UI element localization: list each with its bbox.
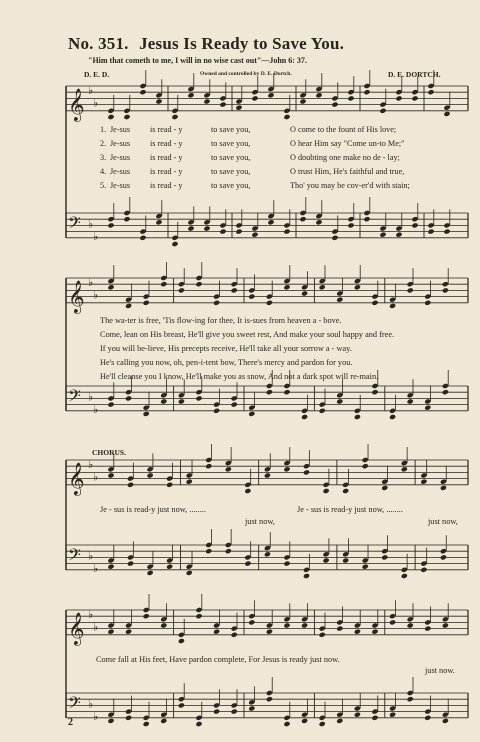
svg-text:♭: ♭: [93, 709, 99, 723]
ownership-note: Owned and controlled by D. E. Dortch.: [200, 71, 292, 77]
bass-staff-1: [66, 197, 468, 247]
treble-staff-3: [66, 444, 468, 496]
verse-p3: to save you,: [211, 167, 251, 176]
verse-p3: to save you,: [211, 153, 251, 162]
svg-text:♭: ♭: [88, 276, 94, 290]
chorus-label: CHORUS.: [92, 448, 126, 457]
svg-text:♭: ♭: [93, 229, 99, 243]
verse-p1: Je-sus: [110, 125, 131, 134]
svg-text:𝄞: 𝄞: [68, 611, 85, 645]
svg-text:♭: ♭: [88, 390, 94, 404]
verse-p2: is read - y: [150, 125, 183, 134]
second-line: The wa-ter is free, 'Tis flow-ing for thee, It is-sues from heaven a - bove.: [100, 316, 342, 325]
second-line: He'll cleanse you I know, He'll make you as snow, And not a dark spot will re-main.: [100, 372, 379, 381]
chorus-line-1a: Je - sus is read-y just now, ........: [100, 505, 206, 514]
svg-text:𝄞: 𝄞: [68, 279, 85, 313]
verse-p4: Tho' you may be cov-er'd with stain;: [290, 181, 410, 190]
bass-staff-4: [66, 677, 468, 727]
svg-text:♭: ♭: [93, 402, 99, 416]
verse-p4: O hear Him say "Come un-to Me;": [290, 139, 405, 148]
verse-p3: to save you,: [211, 181, 251, 190]
chorus-just-now-3: just now.: [425, 666, 455, 675]
bass-staff-3: [66, 529, 468, 579]
svg-text:♭: ♭: [93, 288, 99, 302]
chorus-line-2: Come fall at His feet, Have pardon complete, For Jesus is ready just now.: [96, 655, 340, 664]
chorus-line-1b: Je - sus is read-y just now, ........: [297, 505, 403, 514]
verse-p4: O trust Him, He's faithful and true,: [290, 167, 405, 176]
verse-line: [0, 125, 480, 137]
treble-staff-1: [66, 70, 468, 122]
page-number: 2: [68, 717, 73, 728]
svg-text:♭: ♭: [88, 217, 94, 231]
svg-text:♭: ♭: [88, 697, 94, 711]
verse-p1: Je-sus: [110, 167, 131, 176]
second-line: If you will be-lieve, His precepts receive, He'll take all your sorrow a - way.: [100, 344, 352, 353]
epigraph: "Him that cometh to me, I will in no wise cast out"—John 6: 37.: [88, 56, 307, 65]
svg-text:♭: ♭: [93, 470, 99, 484]
svg-text:♭: ♭: [88, 458, 94, 472]
treble-staff-2: [66, 262, 468, 314]
credit-lyricist: D. E. D.: [84, 70, 110, 79]
treble-staff-4: [66, 594, 468, 646]
verse-p2: is read - y: [150, 153, 183, 162]
svg-text:𝄢: 𝄢: [68, 544, 81, 569]
verse-p2: is read - y: [150, 167, 183, 176]
verse-n: 2.: [100, 139, 107, 148]
svg-text:𝄞: 𝄞: [68, 87, 85, 121]
verse-n: 3.: [100, 153, 107, 162]
svg-text:♭: ♭: [88, 608, 94, 622]
second-line: Come, lean on His breast, He'll give you sweet rest, And make your soul happy and free.: [100, 330, 395, 339]
svg-text:𝄢: 𝄢: [68, 692, 81, 717]
chorus-just-now-1: just now,: [245, 517, 275, 526]
verse-line: [0, 139, 480, 151]
verse-p4: O come to the fount of His love;: [290, 125, 397, 134]
verse-line: [0, 153, 480, 165]
svg-text:♭: ♭: [88, 84, 94, 98]
svg-text:♭: ♭: [88, 549, 94, 563]
verse-p4: O doubting one make no de - lay;: [290, 153, 400, 162]
verse-p2: is read - y: [150, 181, 183, 190]
verse-p1: Je-sus: [110, 153, 131, 162]
svg-text:𝄞: 𝄞: [68, 461, 85, 495]
verse-p3: to save you,: [211, 125, 251, 134]
chorus-just-now-2: just now,: [428, 517, 458, 526]
second-line: He's calling you now, oh, pen-i-tent bow, There's mercy and pardon for you.: [100, 358, 353, 367]
svg-text:♭: ♭: [93, 96, 99, 110]
hymn-number: No. 351.: [68, 34, 129, 53]
verse-p3: to save you,: [211, 139, 251, 148]
svg-text:♭: ♭: [93, 561, 99, 575]
verse-p1: Je-sus: [110, 181, 131, 190]
verse-n: 4.: [100, 167, 107, 176]
svg-text:𝄢: 𝄢: [68, 385, 81, 410]
verse-line: [0, 181, 480, 193]
credit-composer: D. E. DORTCH.: [388, 70, 441, 79]
verse-p1: Je-sus: [110, 139, 131, 148]
verse-p2: is read - y: [150, 139, 183, 148]
svg-text:♭: ♭: [93, 620, 99, 634]
verse-n: 5.: [100, 181, 107, 190]
verse-line: [0, 167, 480, 179]
svg-text:𝄢: 𝄢: [68, 212, 81, 237]
hymn-title: Jesus Is Ready to Save You.: [139, 34, 345, 53]
verse-n: 1.: [100, 125, 107, 134]
